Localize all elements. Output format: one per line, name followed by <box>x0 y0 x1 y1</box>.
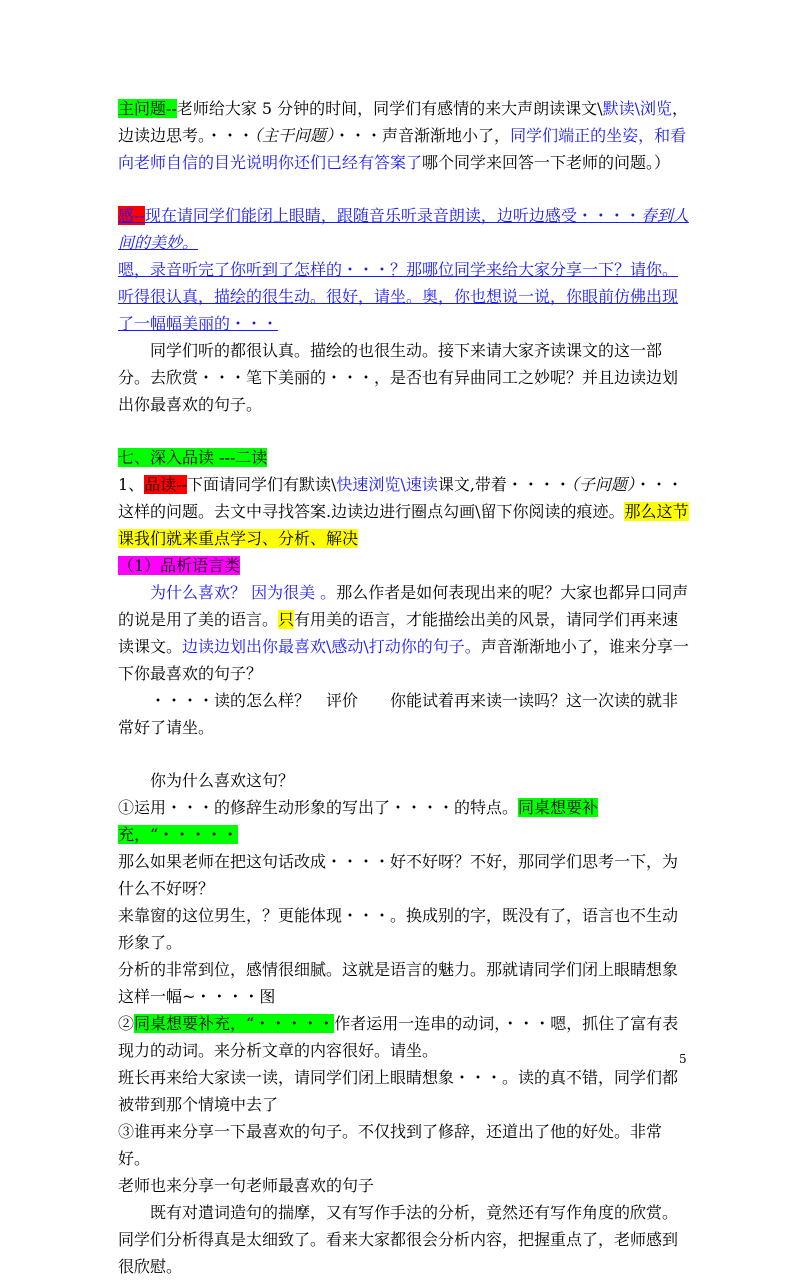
spacer <box>118 176 693 202</box>
text-run: 作者运用一连串的动词，・・・嗯，抓住了富有表现力的动词。来分析文章的内容很好。请坐。 <box>118 1014 679 1060</box>
list-number: ② <box>118 1014 135 1033</box>
label-feel: 感-- <box>118 206 145 225</box>
text-run: 有用美的语言，才能描绘出美的风景，请同学们再来速读课文。 <box>118 610 679 656</box>
text-run: 下面请同学们有默读\ <box>187 475 337 494</box>
text-run-blue: 同学们端正的坐姿，和看向老师自信的目光说明你还们已经有答案了 <box>118 126 687 172</box>
paragraph-recording: 嗯，录音听完了你听到了怎样的・・・？那哪位同学来给大家分享一下？请你。听得很认真，描绘的很生动。很好，请坐。奥，你也想说一说，你眼前仿佛出现了一幅幅美丽的・・・ <box>118 260 679 333</box>
text-run: 声音渐渐地小了，谁来分享一下你最喜欢的句子？ <box>118 637 689 683</box>
text-run-italic: 春到人间的美妙。 <box>118 206 689 252</box>
paragraph-point-3: ③谁再来分享一下最喜欢的句子。不仅找到了修辞，还道出了他的好处。非常好。 <box>118 1122 663 1168</box>
text-run-highlight: 只 <box>278 610 295 629</box>
paragraph-change: 那么如果老师在把这句话改成・・・・好不好呀？不好，那同学们思考一下，为什么不好呀？ <box>118 852 679 898</box>
spacer <box>118 741 693 767</box>
subsection-heading-label: （1）品析语言类 <box>118 556 241 575</box>
section-heading <box>118 444 693 471</box>
list-number: 1、 <box>118 475 145 494</box>
paragraph-point-2 <box>118 1010 693 1064</box>
spacer <box>118 418 693 444</box>
text-run: ①运用・・・的修辞生动形象的写出了・・・・的特点。 <box>118 798 519 817</box>
paragraph-feel <box>118 202 693 256</box>
text-run: 哪个同学来回答一下老师的问题。） <box>422 153 671 172</box>
document-body <box>118 95 693 1280</box>
paragraph-main-question <box>118 95 693 176</box>
text-run-highlight: 同桌想要补充，“・・・・・ <box>118 798 599 844</box>
text-run: ・・・这样的问题。去文中寻找答案.边读边进行圈点勾画\留下你阅读的痕迹。 <box>118 475 683 521</box>
paragraph-boy: 来靠窗的这位男生，？更能体现・・・。换成别的字，既没有了，语言也不生动形象了。 <box>118 906 679 952</box>
text-run-blue: 默读\浏览 <box>602 99 672 118</box>
paragraph-monitor: 班长再来给大家读一读，请同学们闭上眼睛想象・・・。读的真不错，同学们都被带到那个情境中去了 <box>118 1068 679 1114</box>
paragraph-why-sentence: 你为什么喜欢这句？ <box>150 771 295 790</box>
text-run-highlight: 那么这节课我们就来重点学习、分析、解决 <box>118 502 689 548</box>
paragraph-point-1 <box>118 794 693 848</box>
text-run: ，边读边思考。 <box>118 99 688 145</box>
text-run-blue: 边读边划出你最喜欢\感动\打动你的句子。 <box>182 637 481 656</box>
paragraph-appreciate <box>118 471 693 552</box>
section-heading-label: 七、深入品读 ---二读 <box>118 448 268 467</box>
label-appreciate: 品读-- <box>144 475 188 494</box>
text-run-italic: （子问题） <box>570 475 635 494</box>
subsection-heading <box>118 552 693 579</box>
text-run: 课文,带着・・・・ <box>437 475 571 494</box>
paragraph-evaluate: ・・・・读的怎么样？ 评价 你能试着再来读一读吗？这一次读的就非常好了请坐。 <box>118 691 679 737</box>
paragraph-analysis: 分析的非常到位，感情很细腻。这就是语言的魅力。那就请同学们闭上眼睛想象这样一幅~・・・・图 <box>118 960 679 1006</box>
text-run: ・・・声音渐渐地小了， <box>334 126 511 145</box>
text-run-blue: 现在请同学们能闭上眼睛，跟随音乐听录音朗读，边听边感受・・・・ <box>144 206 641 225</box>
text-run: 那么作者是如何表现出来的呢？大家也都异口同声的说是用了美的语言。 <box>118 583 689 629</box>
text-run: ・・・ <box>206 126 255 145</box>
text-run: 老师给大家 5 分钟的时间，同学们有感情的来大声朗读课文\ <box>176 99 603 118</box>
paragraph-summary: 既有对遣词造句的揣摩，又有写作手法的分析，竟然还有写作角度的欣赏。同学们分析得真是太细致了。看来大家都很会分析内容，把握重点了，老师感到很欣慰。 <box>118 1203 679 1276</box>
text-run-blue: 为什么喜欢？ 因为很美 。 <box>150 583 337 602</box>
text-run-italic: （主干问题） <box>254 126 335 145</box>
paragraph-listen: 同学们听的都很认真。描绘的也很生动。接下来请大家齐读课文的这一部分。去欣赏・・・笔下美丽的・・・，是否也有异曲同工之妙呢？并且边读边划出你最喜欢的句子。 <box>118 341 679 414</box>
label-main-question: 主问题-- <box>118 99 177 118</box>
paragraph-why-like <box>118 579 693 687</box>
paragraph-teacher-share: 老师也来分享一句老师最喜欢的句子 <box>118 1176 375 1195</box>
text-run-blue: 快速浏览\速读 <box>336 475 438 494</box>
page-number: 5 <box>679 1052 687 1066</box>
text-run-highlight: 同桌想要补充，“・・・・・ <box>134 1014 335 1033</box>
